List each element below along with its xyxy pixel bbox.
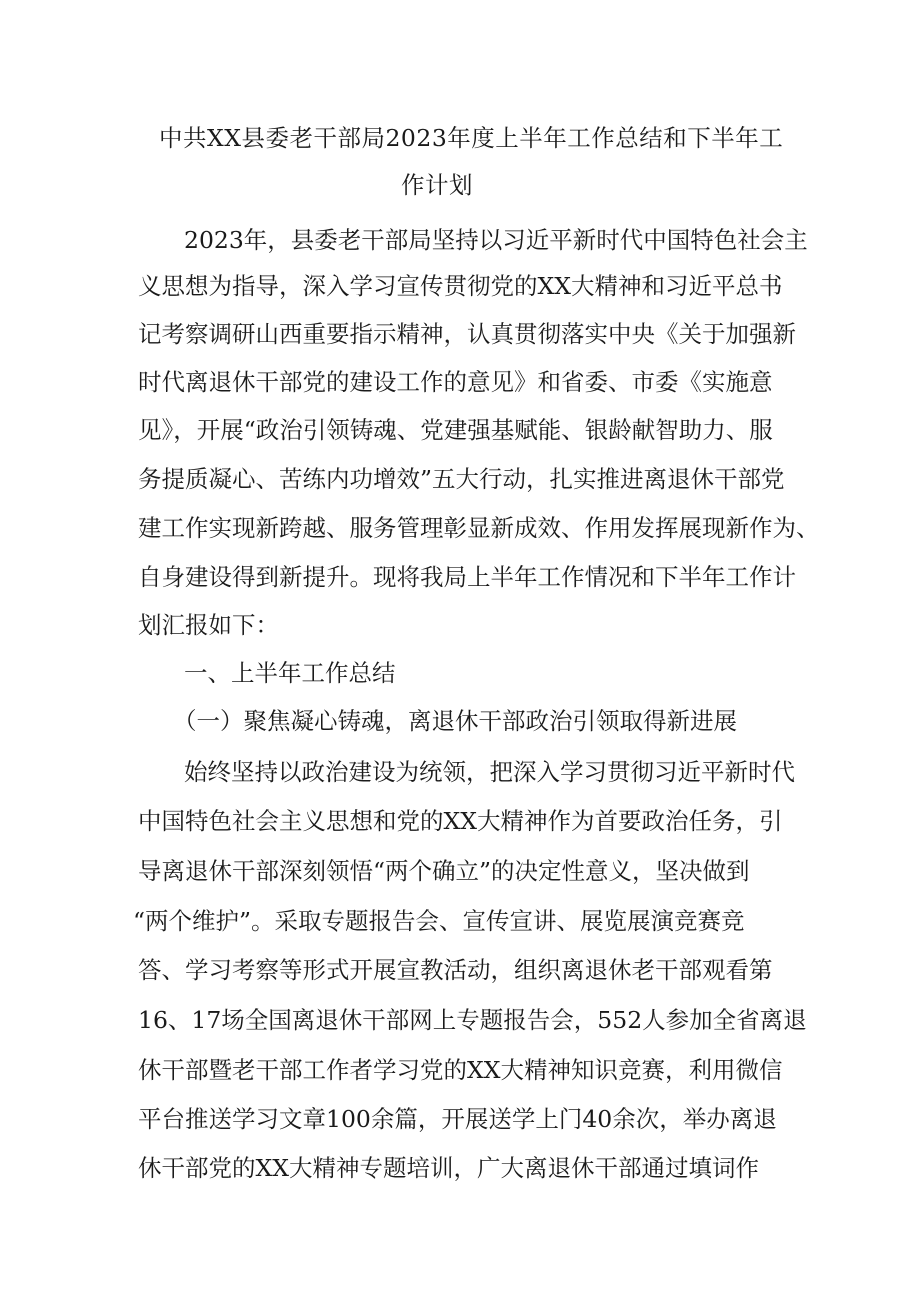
section-heading: 一、上半年工作总结 — [184, 659, 396, 687]
document-title-line-1: 中共XX县委老干部局2023年度上半年工作总结和下半年工 — [159, 124, 784, 152]
intro-line-2: 义思想为指导，深入学习宣传贯彻党的XX大精神和习近平总书 — [138, 272, 783, 300]
intro-line-1: 2023年，县委老干部局坚持以习近平新时代中国特色社会主 — [184, 226, 808, 254]
body-line-5: 答、学习考察等形式开展宣教活动，组织离退休老干部观看第 — [138, 956, 773, 984]
body-line-1: 始终坚持以政治建设为统领，把深入学习贯彻习近平新时代 — [184, 758, 795, 786]
body-line-3: 导离退休干部深刻领悟“两个确立”的决定性意义，坚决做到 — [138, 857, 750, 885]
body-line-6: 16、17场全国离退休干部网上专题报告会，552人参加全省离退 — [138, 1006, 807, 1034]
intro-line-6: 务提质凝心、苦练内功增效”五大行动，扎实推进离退休干部党 — [138, 465, 785, 493]
intro-line-8: 自身建设得到新提升。现将我局上半年工作情况和下半年工作计 — [138, 563, 796, 591]
intro-line-5: 见》，开展“政治引领铸魂、党建强基赋能、银龄献智助力、服 — [138, 416, 773, 444]
intro-line-9: 划汇报如下： — [138, 611, 279, 639]
body-line-9: 休干部党的XX大精神专题培训，广大离退休干部通过填词作 — [138, 1154, 759, 1182]
body-line-8: 平台推送学习文章100余篇，开展送学上门40余次，举办离退 — [138, 1105, 777, 1133]
intro-line-3: 记考察调研山西重要指示精神，认真贯彻落实中央《关于加强新 — [138, 320, 796, 348]
body-line-2: 中国特色社会主义思想和党的XX大精神作为首要政治任务，引 — [138, 807, 783, 835]
intro-line-7: 建工作实现新跨越、服务管理彰显新成效、作用发挥展现新作为、 — [138, 514, 820, 542]
intro-line-4: 时代离退休干部党的建设工作的意见》和省委、市委《实施意 — [138, 368, 773, 396]
body-line-4: “两个维护”。采取专题报告会、宣传宣讲、展览展演竞赛竞 — [133, 907, 745, 935]
body-line-7: 休干部暨老干部工作者学习党的XX大精神知识竞赛，利用微信 — [138, 1056, 783, 1084]
subsection-heading: （一）聚焦凝心铸魂，离退休干部政治引领取得新进展 — [173, 707, 737, 735]
document-title-line-2: 作计划 — [401, 171, 473, 199]
